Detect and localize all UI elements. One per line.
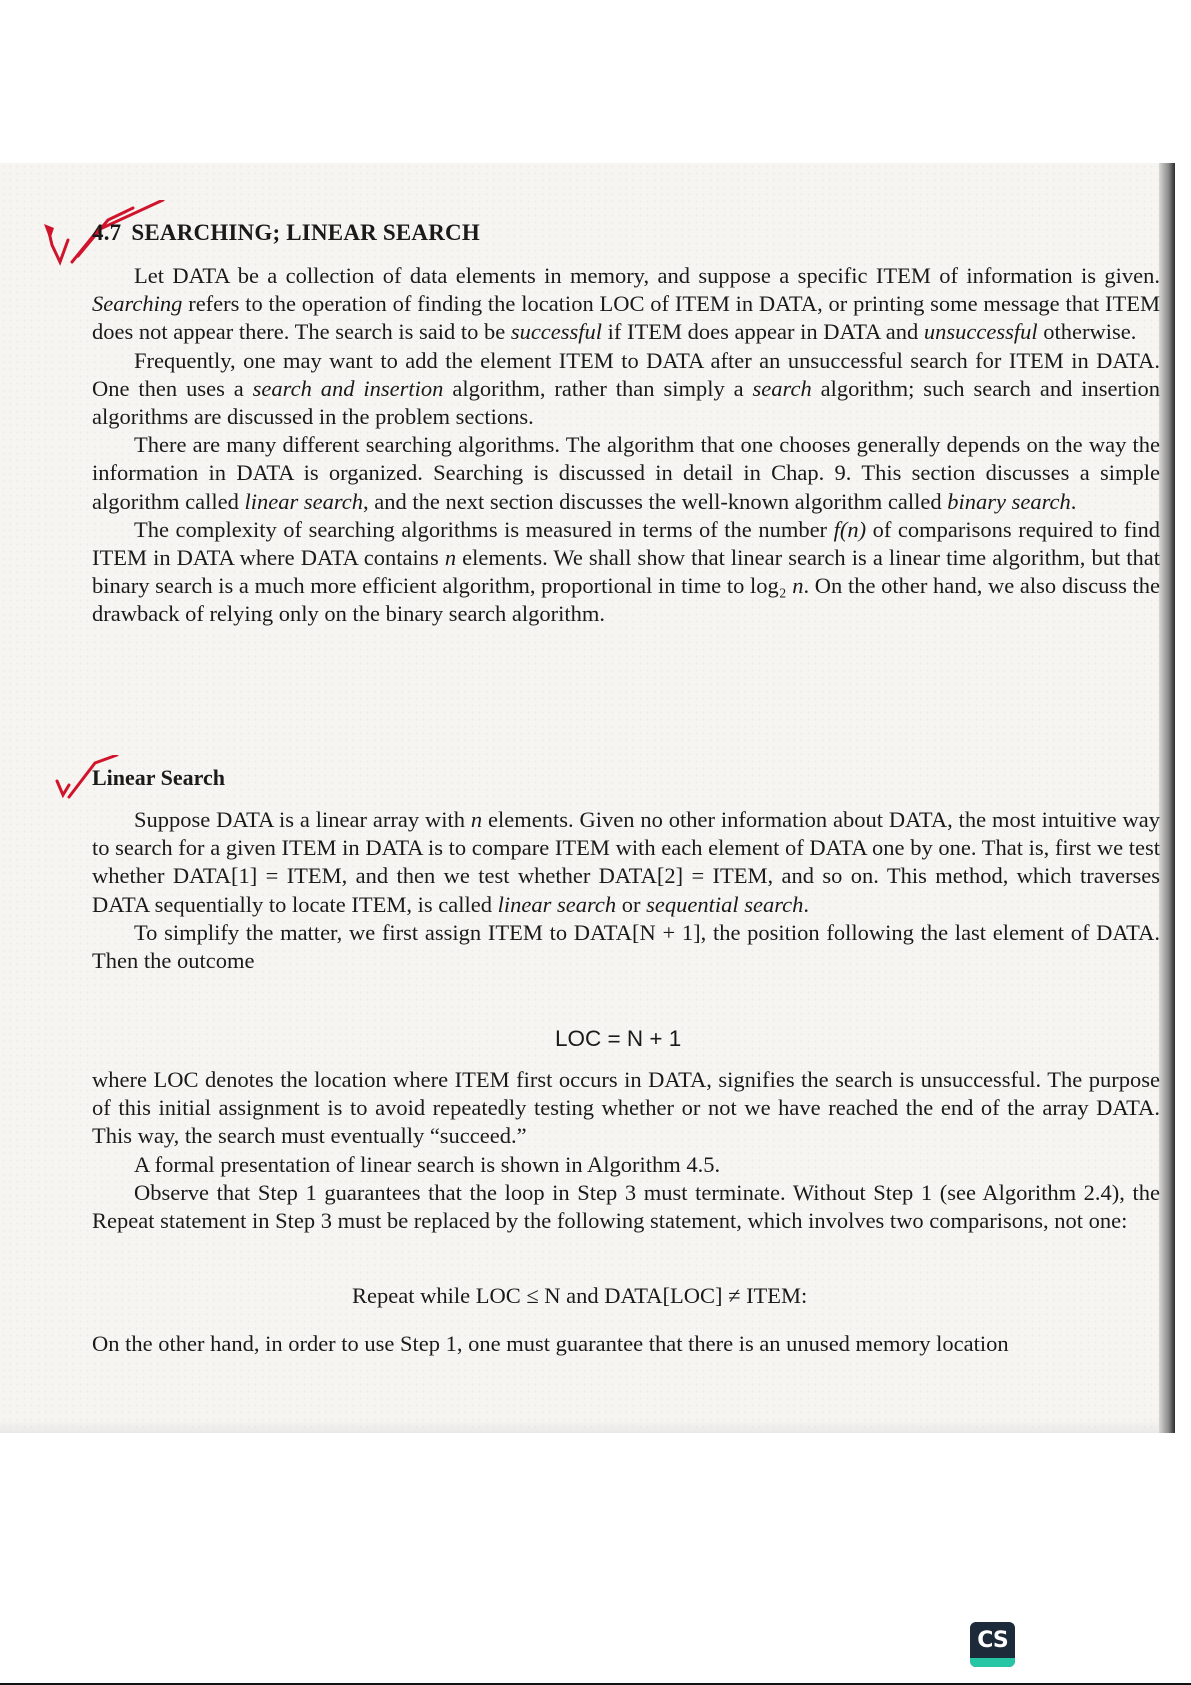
text-run: or <box>616 891 647 917</box>
paragraph <box>92 919 1160 975</box>
emphasized-term: n <box>792 573 804 599</box>
page-edge-shadow <box>1159 163 1175 1433</box>
section-number: 4.7 <box>92 220 122 245</box>
section-title: SEARCHING; LINEAR SEARCH <box>131 220 480 245</box>
text-run: elements. Given no other information about DATA, the most intuitive way to search for a given ITEM in DATA is to compare ITEM with each element of DATA one by one. That is, first we test whether DATA[1] = ITEM, and then we test whether DATA[2] = ITEM, and so on. This method, which traverses DATA sequentially to locate ITEM, is called <box>92 807 1160 917</box>
logo-accent-bar <box>970 1658 1015 1667</box>
text-run: if ITEM does appear in DATA and <box>602 319 924 345</box>
text-run: Suppose DATA is a linear array with <box>134 807 471 832</box>
section-heading <box>92 220 480 246</box>
text-run: algorithm, rather than simply a <box>443 375 753 401</box>
emphasized-term: binary search <box>947 488 1071 514</box>
intro-text <box>92 262 1160 629</box>
paragraph <box>92 806 1160 919</box>
text-run: elements. We shall show that linear search is a linear time algorithm, but that binary search is a much more efficient algorithm, proportional in time to log₂ <box>92 545 1161 599</box>
text-run: . <box>1070 488 1077 514</box>
text-run: The complexity of searching algorithms is measured in terms of the number <box>134 516 834 542</box>
text-run: . On the other hand, we also discuss the drawback of relying only on the binary search algorithm. <box>92 573 1160 627</box>
emphasized-term: search <box>752 375 812 401</box>
text-run: algorithm; such search and insertion algorithms are discussed in the problem sections. <box>92 375 1160 430</box>
text-run: A formal presentation of linear search is shown in Algorithm 4.5. <box>134 1151 721 1177</box>
emphasized-term: search and insertion <box>252 375 444 401</box>
emphasized-term: linear search <box>497 891 617 917</box>
paragraph <box>92 1179 1160 1235</box>
emphasized-term: Searching <box>92 291 183 317</box>
paragraph <box>92 262 1160 347</box>
text-run: where LOC denotes the location where ITEM first occurs in DATA, signifies the search is unsuccessful. The purpose of this initial assignment is to avoid repeatedly testing whether or not we have reached the end of the array DATA. This way, the search must eventually “succeed.” <box>92 1067 1160 1149</box>
emphasized-term: linear search <box>244 488 363 514</box>
paragraph <box>92 347 1160 432</box>
equation-loc: LOC = N + 1 <box>555 1026 682 1051</box>
equation-repeat: Repeat while LOC ≤ N and DATA[LOC] ≠ ITEM: <box>352 1283 808 1308</box>
closing-paragraph: On the other hand, in order to use Step 1, one must guarantee that there is an unused memory location <box>92 1331 1009 1356</box>
text-run: otherwise. <box>1037 319 1137 345</box>
page-bottom-shade <box>0 1419 1159 1433</box>
paragraph <box>92 1151 1160 1179</box>
text-run: To simplify the matter, we first assign ITEM to DATA[N + 1], the position following the last element of DATA. Then the outcome <box>92 919 1160 974</box>
text-run: of comparisons required to find ITEM in DATA where DATA contains <box>92 516 1160 571</box>
text-run: . <box>803 891 810 917</box>
emphasized-term: successful <box>510 319 603 345</box>
camscanner-logo <box>970 1622 1015 1667</box>
text-run: Frequently, one may want to add the element ITEM to DATA after an unsuccessful search for ITEM in DATA. One then uses a <box>92 347 1160 401</box>
linear-search-text <box>92 806 1160 975</box>
paragraph <box>92 1066 1160 1151</box>
subsection-heading: Linear Search <box>92 765 226 790</box>
text-run: There are many different searching algorithms. The algorithm that one chooses generally depends on the way the information in DATA is organized. Searching is discussed in detail in Chap. 9. This section discusses a simple algorithm called <box>92 432 1160 514</box>
closing-line <box>92 1330 1160 1358</box>
linear-search-text-continued <box>92 1066 1160 1235</box>
emphasized-term: unsuccessful <box>923 319 1038 345</box>
logo-text: CS <box>977 1628 1008 1653</box>
text-run: Observe that Step 1 guarantees that the loop in Step 3 must terminate. Without Step 1 (see Algorithm 2.4), the Repeat statement in Step 3 must be replaced by the following statement, which involves two comparisons, not one: <box>92 1179 1160 1234</box>
text-run: Let DATA be a collection of data elements in memory, and suppose a specific ITEM of information is given. <box>134 263 1160 288</box>
text-run: , and the next section discusses the well-known algorithm called <box>362 488 948 514</box>
emphasized-term: sequential search <box>646 891 804 917</box>
emphasized-term: f(n) <box>833 516 867 542</box>
paragraph <box>92 516 1160 629</box>
paragraph <box>92 431 1160 516</box>
emphasized-term: n <box>470 807 483 832</box>
text-run: refers to the operation of finding the location LOC of ITEM in DATA, or printing some message that ITEM does not appear there. The search is said to be <box>92 291 1160 345</box>
emphasized-term: n <box>444 545 457 571</box>
